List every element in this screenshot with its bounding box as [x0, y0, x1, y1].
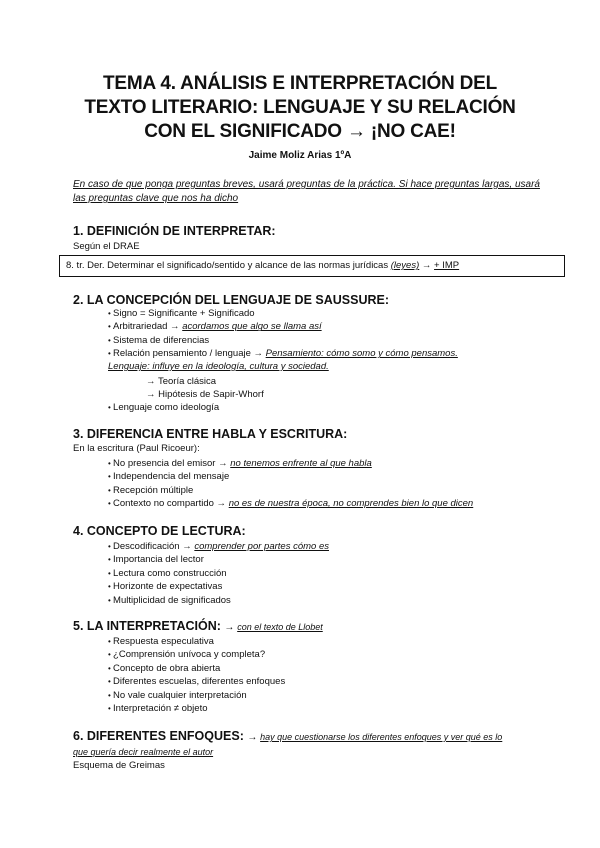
list-item: • Sistema de diferencias — [108, 334, 458, 347]
definition-note: (leyes) — [390, 260, 420, 271]
section-3-intro: En la escritura (Paul Ricoeur): — [73, 443, 200, 454]
list-item: • Importancia del lector — [108, 553, 329, 566]
list-item: • No presencia del emisor → no tenemos enfrente al que habla — [108, 457, 473, 470]
list-item: • ¿Comprensión unívoca y completa? — [108, 648, 285, 661]
section-6-heading: 6. DIFERENTES ENFOQUES: → hay que cuestionarse los diferentes enfoques y ver qué es lo — [73, 729, 503, 743]
list-item-note: comprender por partes cómo es — [194, 541, 329, 552]
definition-imp: + IMP — [434, 260, 460, 271]
section-1-source: Según el DRAE — [73, 241, 140, 252]
author-line: Jaime Moliz Arias 1ºA — [248, 150, 352, 161]
intro-note: En caso de que ponga preguntas breves, usará preguntas de la práctica. Si hace preguntas largas, usará las preguntas clave que nos ha dicho — [73, 179, 540, 204]
list-item: • Horizonte de expectativas — [108, 580, 329, 593]
section-5-note: con el texto de Llobet — [237, 622, 323, 632]
subitem-teoria-clasica: → Teoría clásica — [146, 376, 217, 387]
section-4-list — [108, 540, 329, 607]
list-item-note: Pensamiento: cómo somo y cómo pensamos. — [265, 348, 458, 360]
definition-text: 8. tr. Der. Determinar el significado/sentido y alcance de las normas jurídicas — [66, 260, 391, 271]
section-5-heading: 5. LA INTERPRETACIÓN: → con el texto de Llobet — [73, 619, 323, 633]
definition-box — [59, 255, 565, 277]
section-2-list-end — [108, 401, 219, 414]
list-item: • Descodificación → comprender por partes cómo es — [108, 540, 329, 553]
section-2-heading: 2. LA CONCEPCIÓN DEL LENGUAJE DE SAUSSURE: — [73, 293, 390, 307]
list-item: • Diferentes escuelas, diferentes enfoques — [108, 675, 285, 688]
section-6-note: hay que cuestionarse los diferentes enfoques y ver qué es lo — [260, 732, 503, 742]
list-item: • Signo = Significante + Significado — [108, 307, 458, 320]
list-item: • Respuesta especulativa — [108, 635, 285, 648]
section-6-greimas: Esquema de Greimas — [73, 760, 165, 771]
title-line-2: TEXTO LITERARIO: LENGUAJE Y SU RELACIÓN — [84, 97, 516, 118]
section-4-heading: 4. CONCEPTO DE LECTURA: — [73, 524, 246, 538]
list-item: • Independencia del mensaje — [108, 470, 473, 483]
section-2-continuation: Lenguaje: influye en la ideología, cultura y sociedad. — [108, 361, 329, 372]
section-6-note-continued: que quería decir realmente el autor — [73, 747, 214, 757]
title-line-3: CON EL SIGNIFICADO → ¡NO CAE! — [144, 121, 456, 142]
list-item: • Multiplicidad de significados — [108, 594, 329, 607]
section-3-heading: 3. DIFERENCIA ENTRE HABLA Y ESCRITURA: — [73, 427, 348, 441]
list-item-note: no es de nuestra época, no comprendes bien lo que dicen — [228, 498, 474, 510]
list-item: • Contexto no compartido → no es de nuestra época, no comprendes bien lo que dicen — [108, 497, 473, 510]
list-item: • Lectura como construcción — [108, 567, 329, 580]
list-item: • Interpretación ≠ objeto — [108, 702, 285, 715]
definition-arrow: → — [419, 260, 435, 271]
list-item: • Recepción múltiple — [108, 484, 473, 497]
list-item: • No vale cualquier interpretación — [108, 689, 285, 702]
section-5-list — [108, 635, 285, 715]
list-item-note: acordamos que algo se llama así — [182, 321, 322, 333]
list-item: • Relación pensamiento / lenguaje → Pensamiento: cómo somo y cómo pensamos. — [108, 347, 458, 360]
section-1-heading: 1. DEFINICIÓN DE INTERPRETAR: — [73, 224, 276, 238]
section-3-list — [108, 457, 473, 511]
section-2-list — [108, 307, 458, 361]
list-item: • Concepto de obra abierta — [108, 662, 285, 675]
document-title — [60, 72, 540, 144]
subitem-sapir-whorf: → Hipótesis de Sapir-Whorf — [146, 389, 264, 400]
list-item: • Arbitrariedad → acordamos que algo se llama así — [108, 320, 458, 333]
title-line-1: TEMA 4. ANÁLISIS E INTERPRETACIÓN DEL — [102, 73, 498, 94]
list-item-note: no tenemos enfrente al que habla — [230, 458, 372, 469]
list-item: • Lenguaje como ideología — [108, 401, 219, 414]
